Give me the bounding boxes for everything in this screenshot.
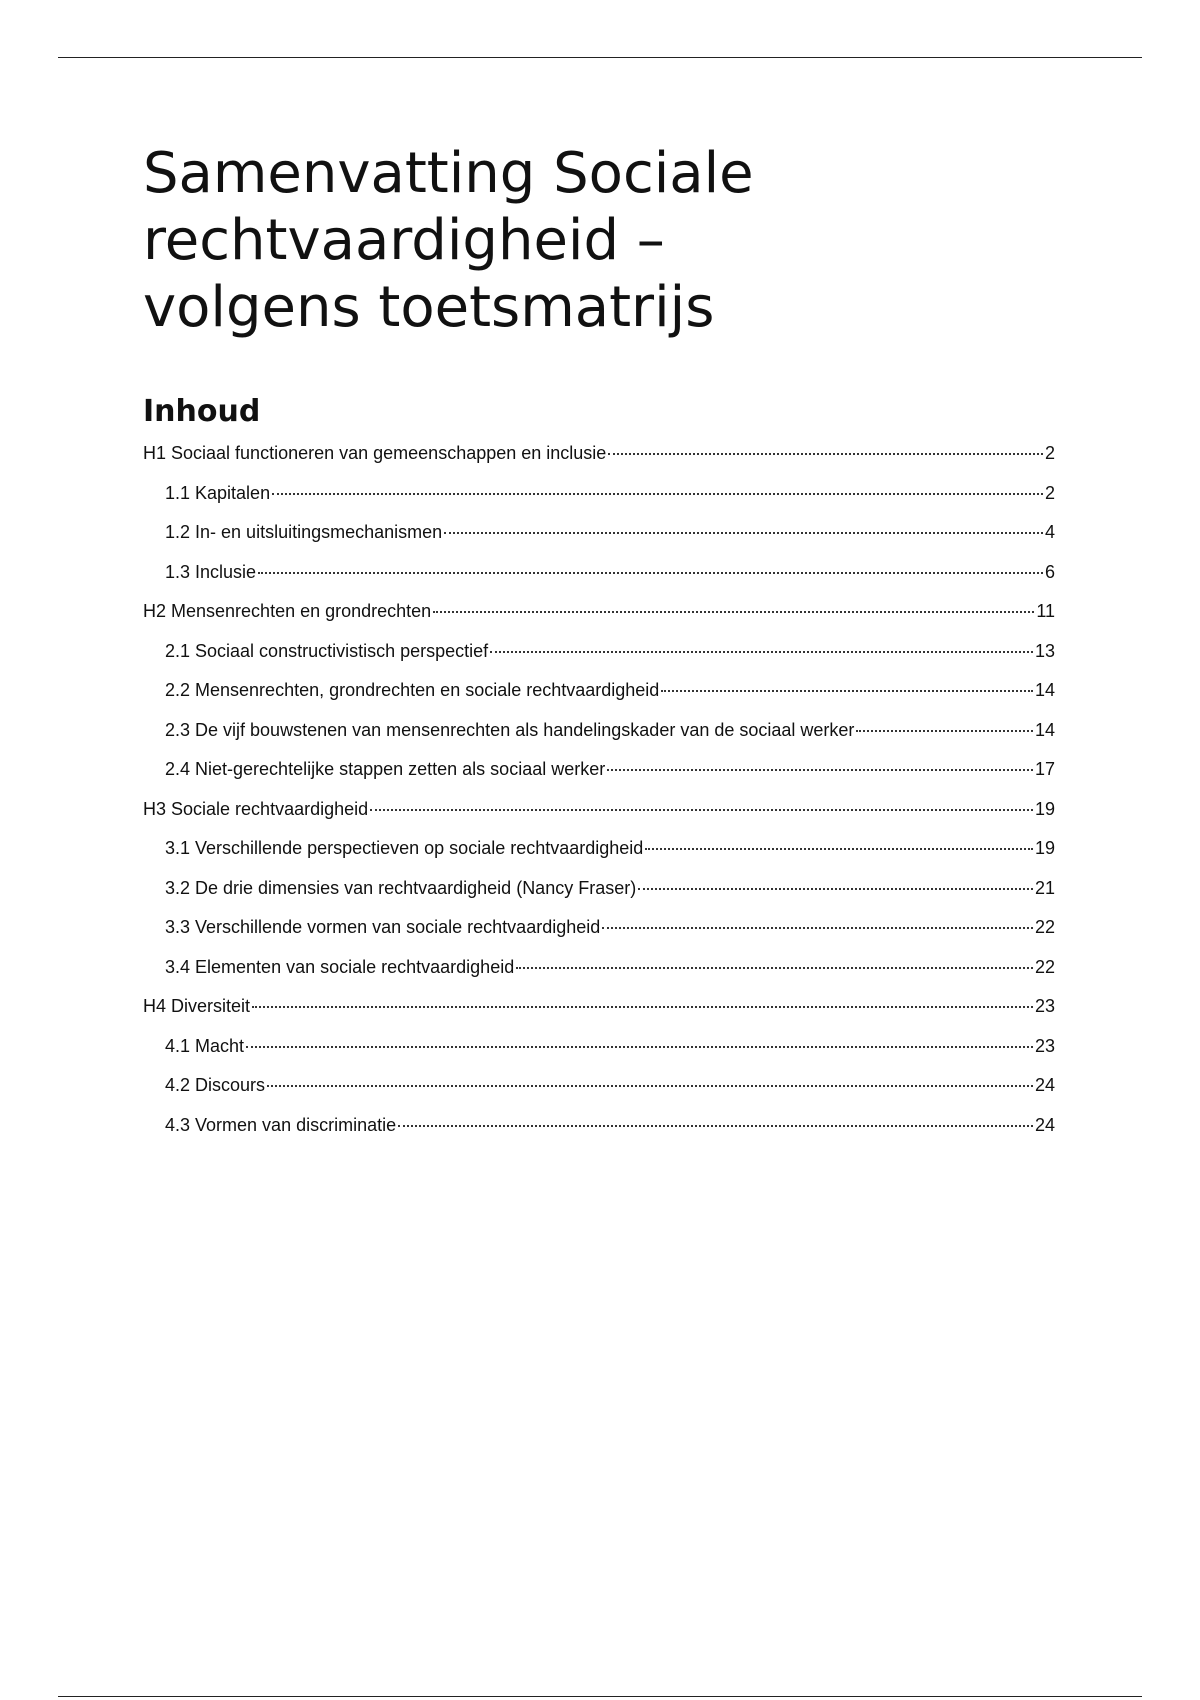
toc-entry[interactable] — [143, 483, 1055, 523]
toc-entry-label: 4.2 Discours — [165, 1075, 266, 1095]
toc-entry-page-number: 17 — [1034, 759, 1055, 779]
toc-entry-page-number: 19 — [1034, 838, 1055, 858]
toc-entry-page-number: 24 — [1034, 1075, 1055, 1095]
document-title: Samenvatting Sociale rechtvaardigheid – volgens toetsmatrijs — [143, 141, 754, 340]
toc-dot-leader — [433, 611, 1034, 613]
toc-entry-page-number: 23 — [1034, 996, 1055, 1016]
toc-heading: Inhoud — [143, 394, 261, 429]
toc-entry[interactable] — [143, 1075, 1055, 1115]
toc-entry-page-number: 11 — [1036, 601, 1055, 621]
toc-entry-label: 2.4 Niet-gerechtelijke stappen zetten als sociaal werker — [165, 759, 606, 779]
toc-entry-page-number: 14 — [1034, 719, 1055, 740]
toc-entry[interactable] — [143, 838, 1055, 878]
toc-entry-label: 2.3 De vijf bouwstenen van mensenrechten als handelingskader van de sociaal werker — [165, 719, 855, 740]
table-of-contents — [143, 443, 1055, 1154]
toc-entry-page-number: 22 — [1034, 956, 1055, 977]
toc-entry-label: 2.2 Mensenrechten, grondrechten en sociale rechtvaardigheid — [165, 680, 660, 700]
toc-dot-leader — [602, 927, 1033, 929]
toc-entry[interactable] — [143, 1036, 1055, 1076]
toc-entry[interactable] — [143, 641, 1055, 681]
toc-entry[interactable] — [143, 1115, 1055, 1155]
toc-dot-leader — [267, 1085, 1033, 1087]
toc-entry-label: H3 Sociale rechtvaardigheid — [143, 798, 369, 819]
toc-dot-leader — [856, 730, 1033, 732]
toc-entry-label: 3.3 Verschillende vormen van sociale rechtvaardigheid — [165, 917, 601, 937]
toc-dot-leader — [444, 532, 1043, 534]
toc-entry-label: 3.1 Verschillende perspectieven op sociale rechtvaardigheid — [165, 838, 644, 858]
toc-entry-page-number: 22 — [1034, 917, 1055, 937]
toc-dot-leader — [246, 1046, 1033, 1048]
toc-entry-page-number: 6 — [1044, 561, 1055, 582]
toc-entry-label: H2 Mensenrechten en grondrechten — [143, 601, 432, 621]
toc-dot-leader — [370, 809, 1033, 811]
toc-dot-leader — [490, 651, 1033, 653]
toc-entry-label: 3.4 Elementen van sociale rechtvaardigheid — [165, 956, 515, 977]
toc-entry[interactable] — [143, 799, 1055, 839]
toc-entry[interactable] — [143, 957, 1055, 997]
toc-dot-leader — [252, 1006, 1033, 1008]
toc-entry[interactable] — [143, 996, 1055, 1036]
toc-entry[interactable] — [143, 720, 1055, 760]
toc-dot-leader — [398, 1125, 1033, 1127]
toc-dot-leader — [272, 493, 1043, 495]
toc-entry-label: 1.3 Inclusie — [165, 561, 257, 582]
toc-entry-label: H4 Diversiteit — [143, 996, 251, 1016]
toc-entry[interactable] — [143, 759, 1055, 799]
toc-entry-page-number: 21 — [1034, 877, 1055, 898]
toc-entry[interactable] — [143, 601, 1055, 641]
toc-entry-label: 4.1 Macht — [165, 1035, 245, 1056]
toc-entry[interactable] — [143, 878, 1055, 918]
toc-entry[interactable] — [143, 680, 1055, 720]
toc-entry[interactable] — [143, 562, 1055, 602]
toc-entry-label: 1.2 In- en uitsluitingsmechanismen — [165, 522, 443, 542]
toc-entry-label: 4.3 Vormen van discriminatie — [165, 1114, 397, 1135]
toc-entry[interactable] — [143, 917, 1055, 957]
toc-dot-leader — [645, 848, 1033, 850]
toc-dot-leader — [638, 888, 1033, 890]
toc-entry[interactable] — [143, 522, 1055, 562]
footer-rule — [58, 1696, 1142, 1697]
toc-entry-label: 3.2 De drie dimensies van rechtvaardigheid (Nancy Fraser) — [165, 877, 637, 898]
toc-entry-page-number: 2 — [1044, 443, 1055, 463]
toc-entry-page-number: 13 — [1034, 640, 1055, 661]
toc-entry-page-number: 2 — [1044, 482, 1055, 503]
toc-entry[interactable] — [143, 443, 1055, 483]
toc-dot-leader — [607, 769, 1033, 771]
toc-entry-page-number: 4 — [1044, 522, 1055, 542]
toc-entry-label: 2.1 Sociaal constructivistisch perspectief — [165, 640, 489, 661]
toc-entry-page-number: 19 — [1034, 798, 1055, 819]
toc-entry-label: 1.1 Kapitalen — [165, 482, 271, 503]
toc-entry-page-number: 14 — [1034, 680, 1055, 700]
toc-dot-leader — [661, 690, 1033, 692]
toc-entry-page-number: 23 — [1034, 1035, 1055, 1056]
header-rule — [58, 57, 1142, 58]
toc-dot-leader — [258, 572, 1043, 574]
toc-dot-leader — [608, 453, 1043, 455]
toc-entry-page-number: 24 — [1034, 1114, 1055, 1135]
toc-dot-leader — [516, 967, 1033, 969]
toc-entry-label: H1 Sociaal functioneren van gemeenschappen en inclusie — [143, 443, 607, 463]
